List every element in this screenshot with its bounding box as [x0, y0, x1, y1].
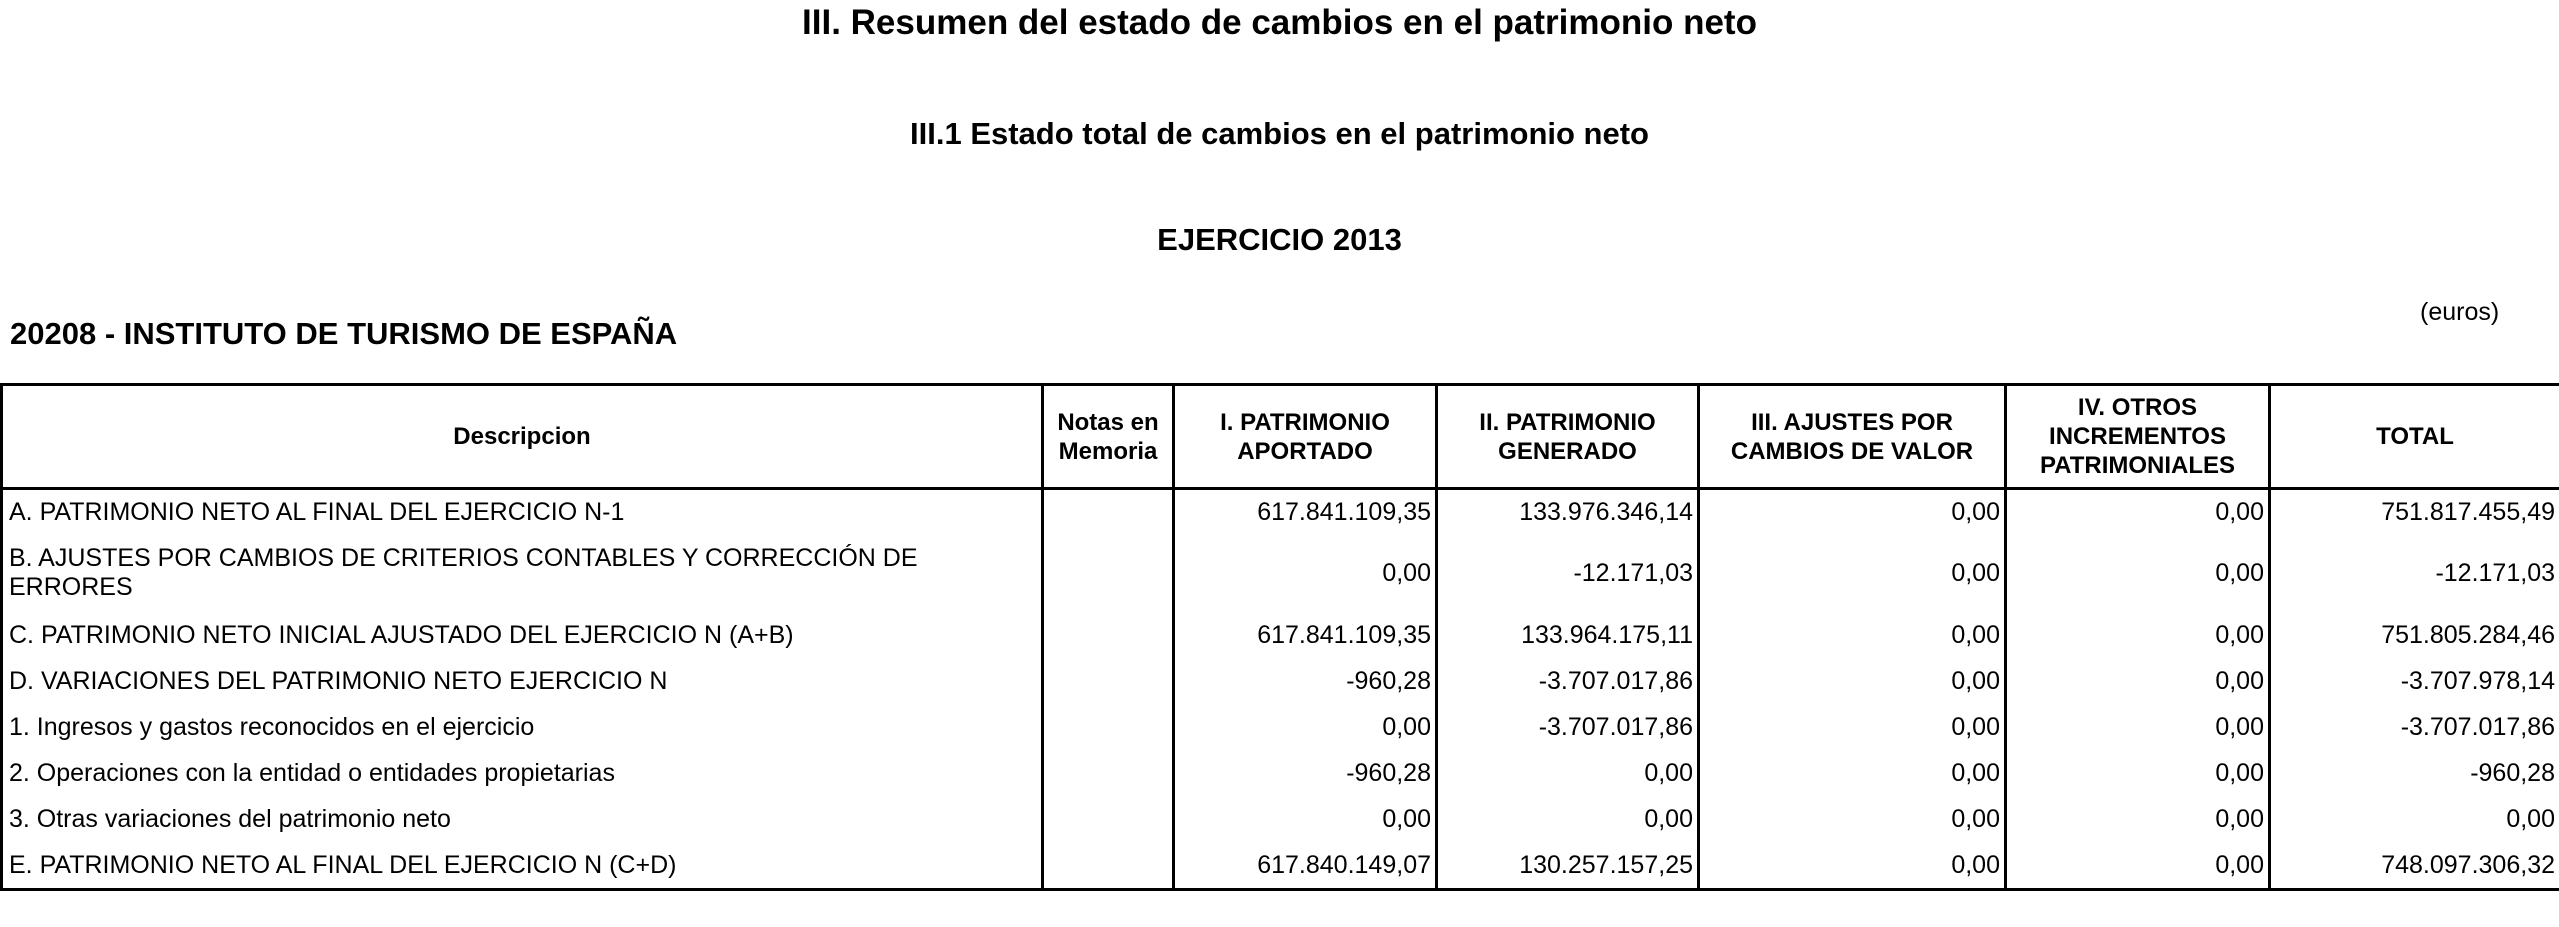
row-ajustes: 0,00 [1699, 612, 2006, 658]
page-subtitle: III.1 Estado total de cambios en el patrimonio neto [910, 116, 1649, 151]
row-total: 748.097.306,32 [2270, 842, 2559, 890]
row-generado: 0,00 [1437, 750, 1699, 796]
row-description: 1. Ingresos y gastos reconocidos en el ejercicio [2, 704, 1043, 750]
fiscal-year: EJERCICIO 2013 [1157, 222, 1402, 257]
row-otros: 0,00 [2006, 612, 2270, 658]
row-otros: 0,00 [2006, 796, 2270, 842]
row-description: E. PATRIMONIO NETO AL FINAL DEL EJERCICIO N (C+D) [2, 842, 1043, 890]
row-notas [1043, 750, 1174, 796]
row-ajustes: 0,00 [1699, 489, 2006, 535]
row-total: 751.817.455,49 [2270, 489, 2559, 535]
equity-changes-table [0, 383, 2559, 891]
row-generado: 133.976.346,14 [1437, 489, 1699, 535]
column-header-descripcion: Descripcion [2, 385, 1043, 489]
column-header-notas: Notas en Memoria [1043, 385, 1174, 489]
currency-units: (euros) [2420, 298, 2500, 326]
row-description: B. AJUSTES POR CAMBIOS DE CRITERIOS CONTABLES Y CORRECCIÓN DE ERRORES [2, 534, 1043, 612]
column-header-otros-incrementos: IV. OTROS INCREMENTOS PATRIMONIALES [2006, 385, 2270, 489]
entity-name: 20208 - INSTITUTO DE TURISMO DE ESPAÑA [10, 316, 678, 351]
row-ajustes: 0,00 [1699, 658, 2006, 704]
row-generado: 133.964.175,11 [1437, 612, 1699, 658]
row-description: 3. Otras variaciones del patrimonio neto [2, 796, 1043, 842]
row-notas [1043, 704, 1174, 750]
row-generado: -12.171,03 [1437, 534, 1699, 612]
row-total: -12.171,03 [2270, 534, 2559, 612]
row-aportado: 0,00 [1174, 704, 1437, 750]
row-description: D. VARIACIONES DEL PATRIMONIO NETO EJERCICIO N [2, 658, 1043, 704]
row-ajustes: 0,00 [1699, 796, 2006, 842]
row-description: C. PATRIMONIO NETO INICIAL AJUSTADO DEL EJERCICIO N (A+B) [2, 612, 1043, 658]
row-ajustes: 0,00 [1699, 534, 2006, 612]
row-otros: 0,00 [2006, 842, 2270, 890]
row-notas [1043, 612, 1174, 658]
column-header-ajustes: III. AJUSTES POR CAMBIOS DE VALOR [1699, 385, 2006, 489]
row-generado: 130.257.157,25 [1437, 842, 1699, 890]
row-otros: 0,00 [2006, 658, 2270, 704]
row-aportado: -960,28 [1174, 750, 1437, 796]
row-total: 751.805.284,46 [2270, 612, 2559, 658]
table-row [2, 489, 2559, 535]
row-generado: -3.707.017,86 [1437, 704, 1699, 750]
column-header-total: TOTAL [2270, 385, 2559, 489]
page-title: III. Resumen del estado de cambios en el patrimonio neto [802, 3, 1757, 42]
row-aportado: 0,00 [1174, 534, 1437, 612]
row-ajustes: 0,00 [1699, 842, 2006, 890]
row-aportado: 617.841.109,35 [1174, 612, 1437, 658]
row-otros: 0,00 [2006, 704, 2270, 750]
row-total: -3.707.978,14 [2270, 658, 2559, 704]
row-aportado: 617.841.109,35 [1174, 489, 1437, 535]
table-row [2, 704, 2559, 750]
table-row [2, 842, 2559, 890]
column-header-patrimonio-generado: II. PATRIMONIO GENERADO [1437, 385, 1699, 489]
table-header-row [2, 385, 2559, 489]
row-total: -3.707.017,86 [2270, 704, 2559, 750]
row-description: 2. Operaciones con la entidad o entidades propietarias [2, 750, 1043, 796]
table-row [2, 534, 2559, 612]
row-description: A. PATRIMONIO NETO AL FINAL DEL EJERCICIO N-1 [2, 489, 1043, 535]
row-generado: -3.707.017,86 [1437, 658, 1699, 704]
row-notas [1043, 534, 1174, 612]
row-otros: 0,00 [2006, 489, 2270, 535]
row-aportado: -960,28 [1174, 658, 1437, 704]
row-aportado: 0,00 [1174, 796, 1437, 842]
row-aportado: 617.840.149,07 [1174, 842, 1437, 890]
table-row [2, 658, 2559, 704]
row-generado: 0,00 [1437, 796, 1699, 842]
row-total: 0,00 [2270, 796, 2559, 842]
table-row [2, 796, 2559, 842]
row-notas [1043, 489, 1174, 535]
table-row [2, 612, 2559, 658]
row-notas [1043, 658, 1174, 704]
row-otros: 0,00 [2006, 534, 2270, 612]
table-row [2, 750, 2559, 796]
column-header-patrimonio-aportado: I. PATRIMONIO APORTADO [1174, 385, 1437, 489]
row-notas [1043, 842, 1174, 890]
row-otros: 0,00 [2006, 750, 2270, 796]
row-notas [1043, 796, 1174, 842]
row-ajustes: 0,00 [1699, 750, 2006, 796]
row-total: -960,28 [2270, 750, 2559, 796]
row-ajustes: 0,00 [1699, 704, 2006, 750]
